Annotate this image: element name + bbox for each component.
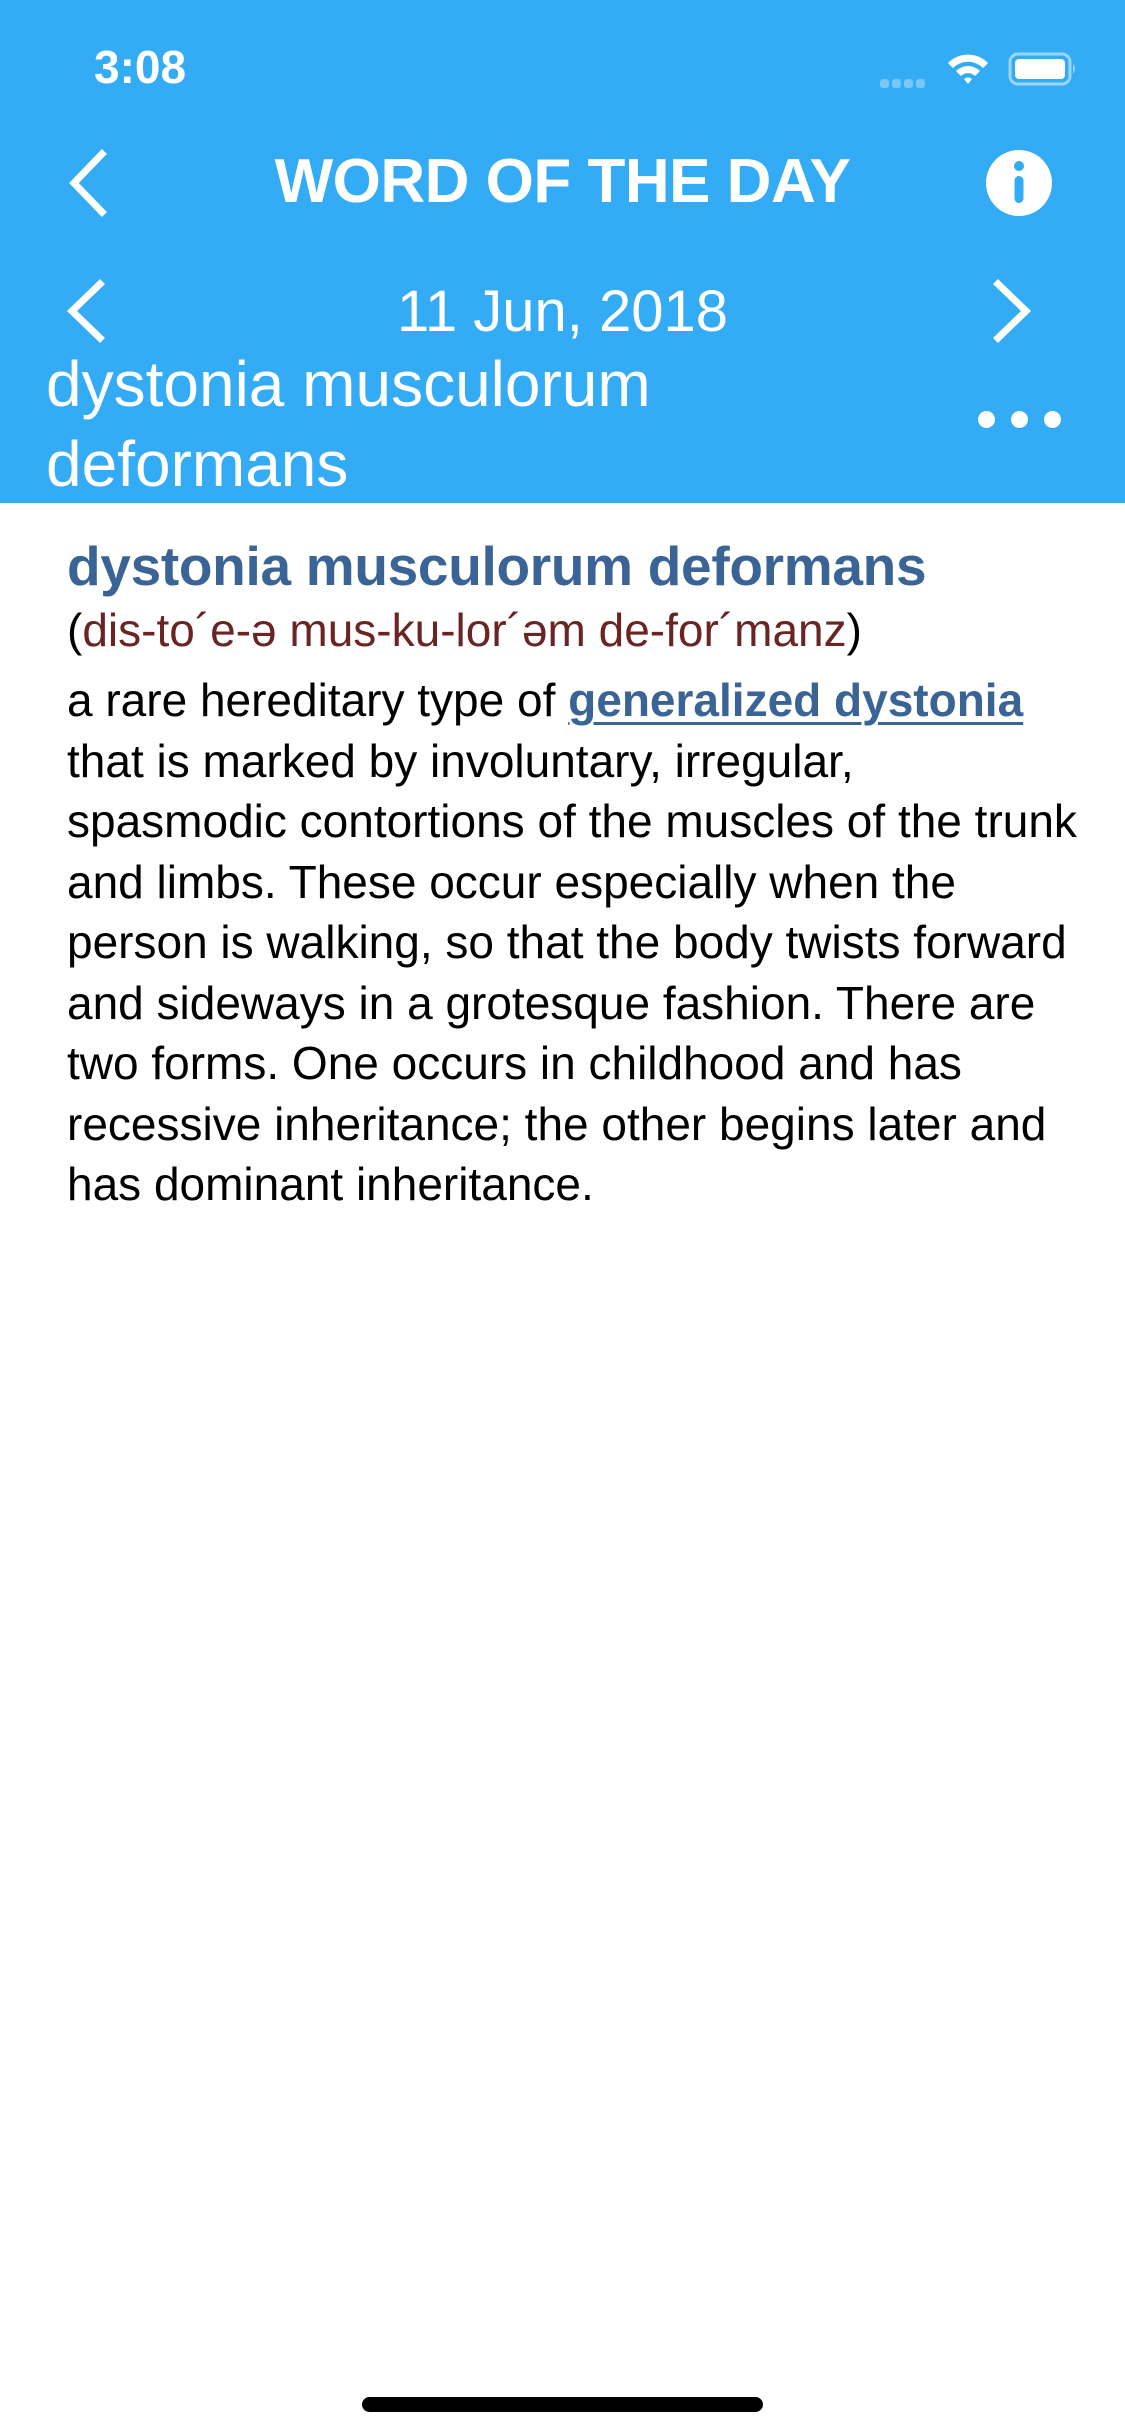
- pronunciation-open-paren: (: [67, 604, 83, 656]
- app-header: [0, 0, 1125, 503]
- definition-text-before: a rare hereditary type of: [67, 674, 569, 726]
- next-day-button[interactable]: [984, 274, 1040, 348]
- pronunciation-text: dis-to´e-ə mus-ku-lor´əm de-for´manz: [82, 604, 847, 656]
- header-word-title: dystonia musculorum deformans: [46, 348, 651, 500]
- status-time: 3:08: [94, 41, 187, 93]
- info-button[interactable]: [984, 148, 1054, 218]
- date-label: 11 Jun, 2018: [396, 279, 729, 344]
- more-options-button[interactable]: [970, 400, 1070, 440]
- signal-dots-icon: [880, 75, 928, 93]
- definition: [67, 670, 1077, 1215]
- info-circle-icon: [984, 148, 1054, 218]
- chevron-right-icon: [984, 274, 1040, 348]
- entry-content: [67, 530, 1077, 1215]
- link-generalized-dystonia[interactable]: generalized dystonia: [568, 674, 1024, 726]
- definition-text-after: that is marked by involuntary, irregular, spasmodic contortions of the muscles of the trunk and limbs. These occur especially when the person is walking, so that the body twists forward and sideways in a grotesque fashion. There are two forms. One occurs in childhood and has recessive inheritance; the other begins later and has dominant inheritance.: [67, 734, 1077, 1210]
- home-indicator[interactable]: [362, 2397, 763, 2412]
- pronunciation-close-paren: ): [846, 604, 862, 656]
- pronunciation: [67, 602, 1077, 658]
- page-title: WORD OF THE DAY: [274, 147, 851, 216]
- wifi-icon: [945, 50, 991, 91]
- battery-icon: [1008, 52, 1078, 93]
- entry-headword: dystonia musculorum deformans: [67, 535, 927, 597]
